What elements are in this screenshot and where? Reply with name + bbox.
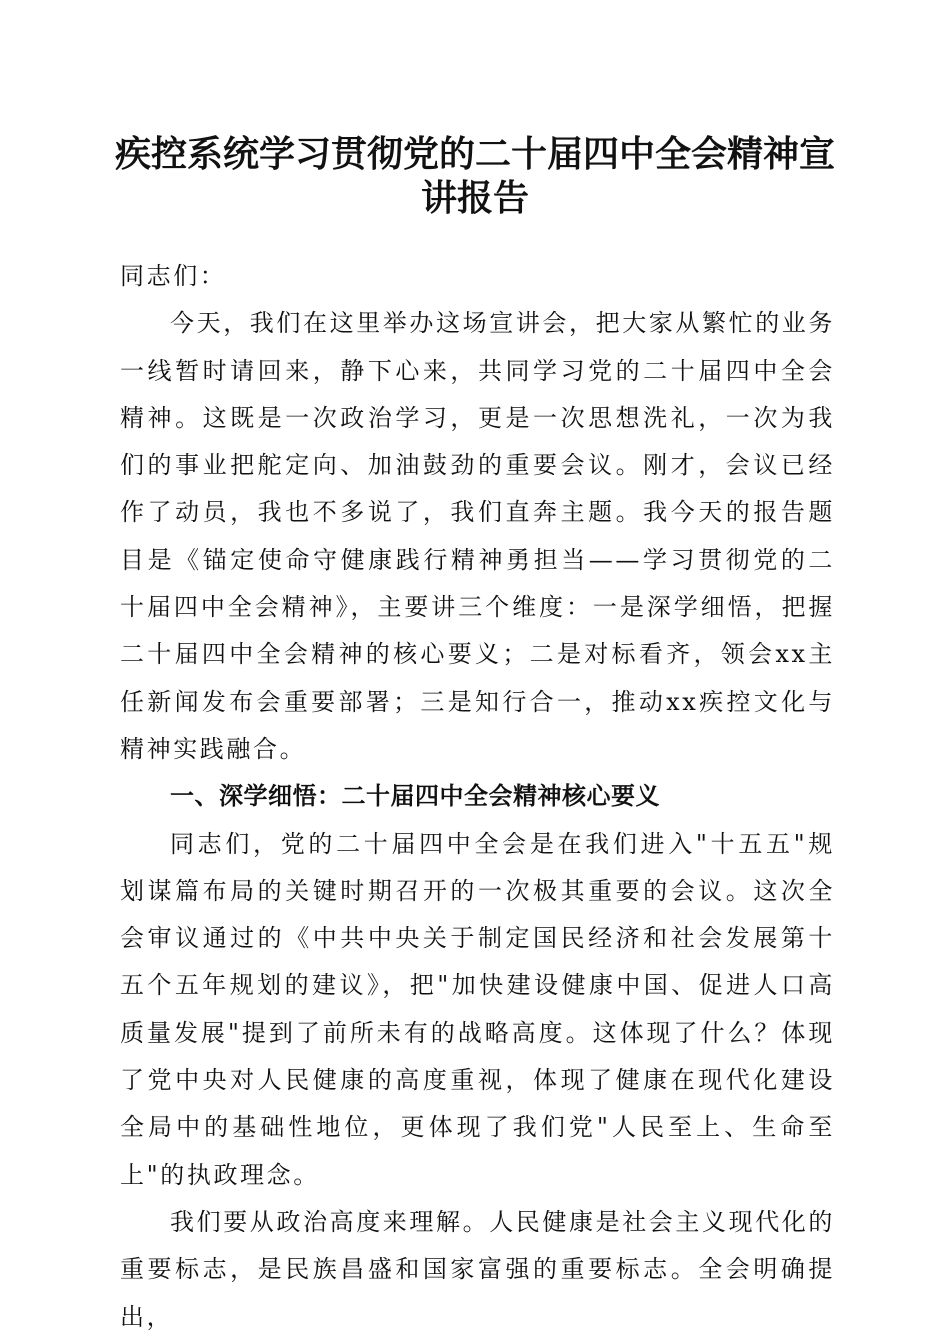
title-line-1: 疾控系统学习贯彻党的二十届四中全会精神宣 — [114, 133, 835, 175]
section-heading: 一、深学细悟：二十届四中全会精神核心要义 — [170, 782, 660, 811]
section-paragraph: 同志们，党的二十届四中全会是在我们进入"十五五"规划谋篇布局的关键时期召开的一次极其重要的会议。这次全会审议通过的《中共中央关于制定国民经济和社会发展第十五个五年规划的建议》，把"加快建设健康中国、促进人口高质量发展"提到了前所未有的战略高度。这体现了什么？体现了党中央对人民健康的高度重视，体现了健康在现代化建设全局中的基础性地位，更体现了我们党"人民至上、生命至上"的执政理念。 — [120, 829, 835, 1189]
intro-paragraph: 今天，我们在这里举办这场宣讲会，把大家从繁忙的业务一线暂时请回来，静下心来，共同学习党的二十届四中全会精神。这既是一次政治学习，更是一次思想洗礼，一次为我们的事业把舵定向、加油鼓劲的重要会议。刚才，会议已经作了动员，我也不多说了，我们直奔主题。我今天的报告题目是《锚定使命守健康践行精神勇担当——学习贯彻党的二十届四中全会精神》，主要讲三个维度：一是深学细悟，把握二十届四中全会精神的核心要义；二是对标看齐，领会xx主任新闻发布会重要部署；三是知行合一，推动xx疾控文化与精神实践融合。 — [120, 309, 835, 763]
title-line-2: 讲报告 — [420, 177, 529, 219]
section-paragraph: 我们要从政治高度来理解。人民健康是社会主义现代化的重要标志，是民族昌盛和国家富强的重要标志。全会明确提出， — [120, 1207, 835, 1331]
document-title — [100, 132, 850, 220]
salutation: 同志们： — [120, 262, 227, 290]
document-body — [120, 253, 835, 1341]
